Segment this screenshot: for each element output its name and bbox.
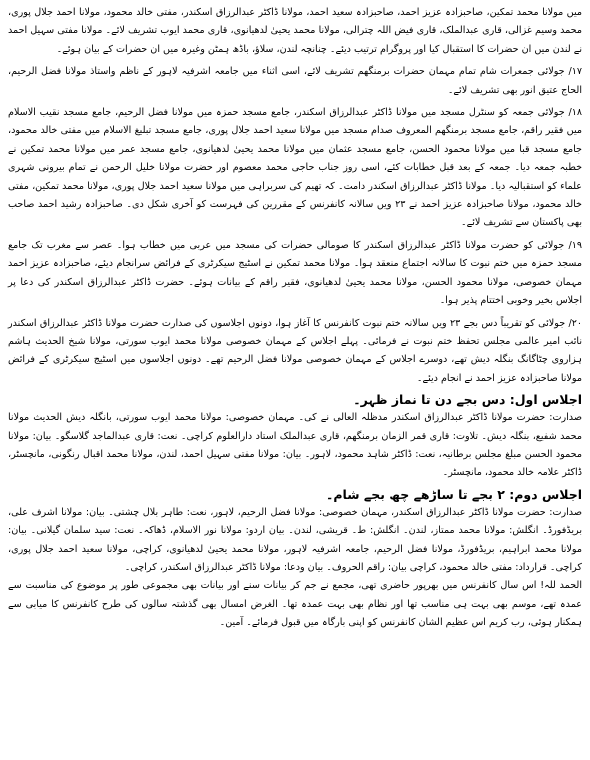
document-page [8,4,582,756]
session-one-heading: اجلاس اول: دس بجے دن تا نماز ظہر۔ [353,392,582,408]
paragraph-closing: الحمد للہ! اس سال کانفرنس میں بھرپور حاضری تھی، مجمع نے جم کر بیانات سنے اور بیانات بھی مجموعی طور پر موضوع کی مناسبت سے عمدہ تھے، موسم بھی بہت ہی مناسب تھا اور نظام بھی بہت عمدہ تھا۔ الغرض امسال بھی گذشتہ سالوں کی طرح کانفرنس کا میابی سے ہمکنار ہوئی، رب کریم اس عظیم الشان کانفرنس کو اپنی بارگاہ میں قبول فرمائے۔ آمین۔ [8,580,582,629]
session-one-details: صدارت: حضرت مولانا ڈاکٹر عبدالرزاق اسکندر مدظلہ العالی نے کی۔ مہمان خصوصی: مولانا محمد ایوب سورتی، بانگلہ دیش الحدیث مولانا محمد شفیع، بنگلہ دیش۔ تلاوت: قاری قمر الزمان برمنگھم، قاری عبدالملک استاد دارالعلوم کراچی۔ نعت: قاری عبدالماجد گلاسگو۔ بیان: مولانا محمود الحسن مبلغ مجلس برطانیہ، نعت: ڈاکٹر شاہد محمود، لاہور۔ بیان: مولانا مفتی سہیل احمد، لندن، مولانا محمد اقبال رنگونی، مانچسٹر، ڈاکٹر علامہ خالد محمود، مانچسٹر۔ [8,412,582,479]
paragraph-july-17: ۱۷/ جولائی جمعرات شام تمام مہمان حضرات برمنگھم تشریف لائے، اسی اثناء میں جامعہ اشرفیہ لاہور کے ناظم واستاذ مولانا فضل الرحیم، الحاج عتیق انور بھی تشریف لائے۔ [8,66,582,96]
paragraph-july-19: ۱۹/ جولائی کو حضرت مولانا ڈاکٹر عبدالرزاق اسکندر کا صومالی حضرات کی مسجد میں عربی میں خطاب ہوا۔ عصر سے مغرب تک جامع مسجد حمزہ میں ختم نبوت کا سالانہ اجتماع منعقد ہوا۔ مولانا محمد تمکین نے اسٹیج سیکرٹری کے فرائض سرانجام دیئے، صاحبزادہ عزیز احمد مہمان خصوصی، مولانا محمود الحسن، مولانا محمد یحییٰ لدھیانوی، فقیر راقم کے بیانات ہوئے۔ حضرت ڈاکٹر عبدالرزاق اسکندر کی دعا پر اجلاس بخیر وخوبی اختتام پذیر ہوا۔ [8,239,582,307]
session-two-details: صدارت: حضرت مولانا ڈاکٹر عبدالرزاق اسکندر، مہمان خصوصی: مولانا فضل الرحیم، لاہور، نعت: طاہر بلال چشتی۔ بیان: مولانا اشرف علی، بریڈفورڈ۔ انگلش: مولانا محمد ممتاز، لندن۔ انگلش: ط۔ قریشی، لندن۔ بیان اردو: مولانا نور الاسلام، ڈھاکہ۔ نعت: سید سلمان گیلانی۔ بیان: مولانا محمد ابراہیم، بریڈفورڈ، مولانا فضل الرحیم، جامعہ اشرفیہ لاہور، مولانا محمد یحییٰ لدھیانوی، کراچی، مولانا سعید احمد جلال پوری، کراچی۔ قرارداد: مفتی خالد محمود، کراچی بیان: راقم الحروف۔ بیان ودعا: مولانا ڈاکٹر عبدالرزاق اسکندر، کراچی۔ [8,506,582,573]
paragraph-guests-arrival: میں مولانا محمد تمکین، صاحبزادہ عزیز احمد، صاحبزادہ سعید احمد، مولانا ڈاکٹر عبدالرزاق اسکندر، مفتی خالد محمود، مولانا احمد جلال پوری، محمد وسیم غزالی، قاری عبدالملک، قاری فیض اللہ چترالی، مولانا محمد یحییٰ لدھیانوی، قاری محمد ایوب تشریف لائے۔ مولانا مفتی سہیل احمد نے لندن میں ان حضرات کا استقبال کیا اور پروگرام ترتیب دیئے۔ چنانچہ لندن، سلاؤ، باڈھ ہمٹن وغیرہ میں ان حضرات کے بیان ہوئے۔ [8,7,582,55]
session-two-heading: اجلاس دوم: ۲ بجے تا ساڑھے چھ بجے شام۔ [326,486,582,502]
paragraph-july-20: ۲۰/ جولائی کو تقریباً دس بجے ۲۳ ویں سالانہ ختم نبوت کانفرنس کا آغاز ہوا، دونوں اجلاسوں کی صدارت حضرت مولانا ڈاکٹر عبدالرزاق اسکندر نائب امیر عالمی مجلس تحفظ ختم نبوت نے فرمائی۔ پہلے اجلاس کے مہمان خصوصی مولانا محمد ایوب سورتی، مولانا شیخ الحدیث ہاشم ہزاروی چٹاگانگ بنگلہ دیش تھے، دوسرے اجلاس کے مہمان خصوصی مولانا فضل الرحیم تھے۔ دونوں اجلاسوں میں اسٹیج سیکرٹری کے فرائض مولانا صاحبزادہ عزیز احمد نے انجام دیئے۔ [8,317,582,384]
paragraph-july-18: ۱۸/ جولائی جمعہ کو سنٹرل مسجد میں مولانا ڈاکٹر عبدالرزاق اسکندر، جامع مسجد حمزہ میں مولانا فضل الرحیم، جامع مسجد نقیب الاسلام میں فقیر راقم، جامع مسجد برمنگھم المعروف صدام مسجد میں مولانا سعید احمد جلال پوری، جامع مسجد تبلیغ الاسلام میں مفتی خالد محمود، جامع مسجد قبا میں مولانا محمود الحسن، جامع مسجد عثمان میں مولانا محمد یحییٰ لدھیانوی، جامع مسجد عمر میں مولانا محمد تمکین نے خطبہ جمعہ دیا۔ جمعہ کے بعد قبل خطابات کئے، اسی روز جناب حاجی محمد معصوم اور حضرت مولانا خلیل الرحمن نے تمام بیرونی شہری علماء کو استقبالیہ دیا۔ مولانا ڈاکٹر عبدالرزاق اسکندر دامت۔ کہ تھیم کی سربراہی میں مولانا سعید احمد جلال پوری، مولانا محمد تمکین، مفتی خالد محمود، مولانا صاحبزادہ عزیز احمد نے ۲۳ ویں سالانہ کانفرنس کے مقررین کی فہرست کو آخری شکل دی۔ صاحبزادہ رشید احمد صاحب بھی پاکستان سے تشریف لائے۔ [8,107,582,229]
